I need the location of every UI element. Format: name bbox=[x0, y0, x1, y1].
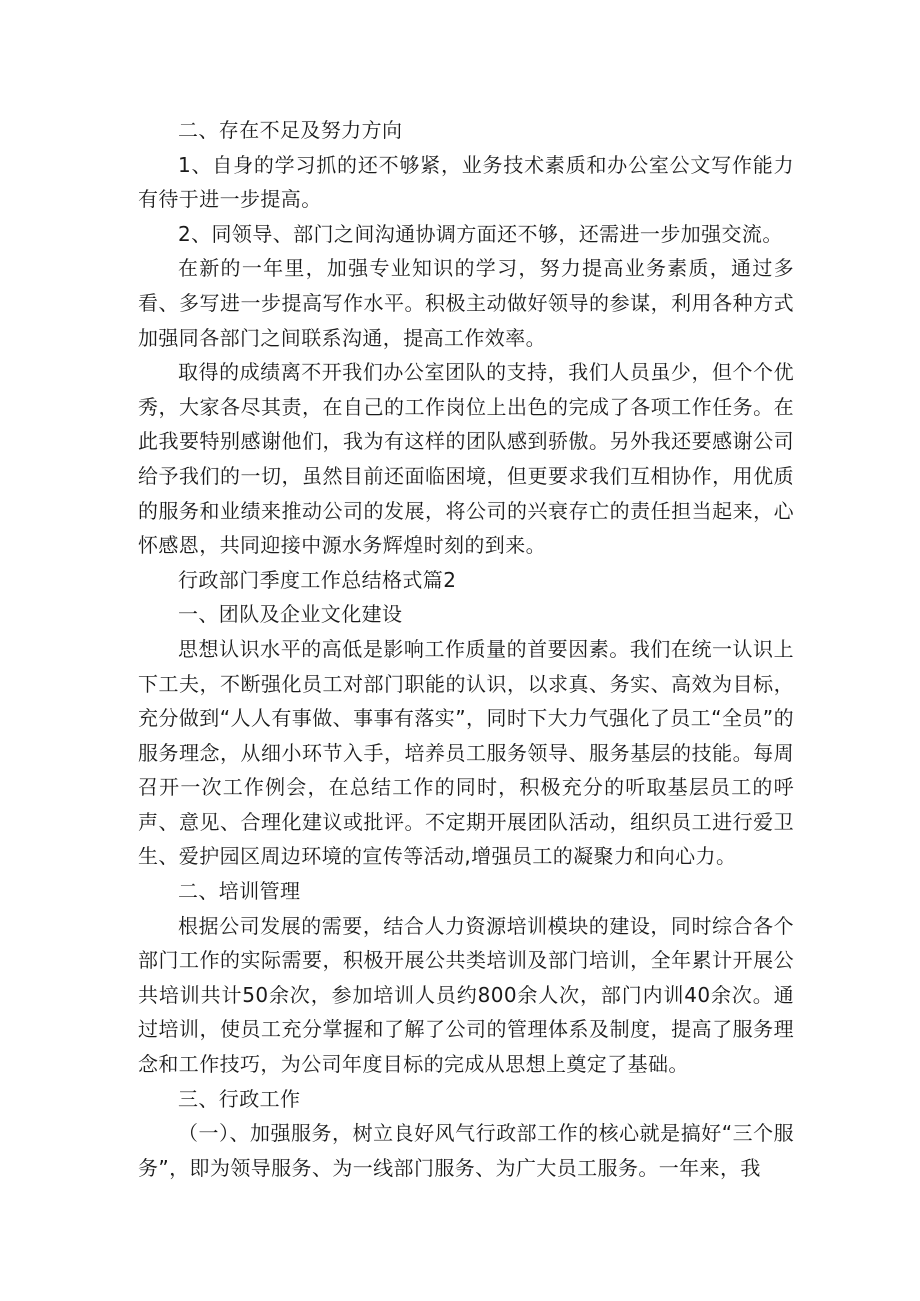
section-heading-shortcomings: 二、存在不足及努力方向 bbox=[178, 118, 403, 142]
section-heading-admin-work: 三、行政工作 bbox=[178, 1086, 301, 1111]
paragraph-training: 根据公司发展的需要，结合人力资源培训模块的建设，同时综合各个部门工作的实际需要，积极开展公共类培训及部门培训，全年累计开展公共培训共计50余次，参加培训人员约800余人次，部门内训40余次。通过培训，使员工充分掌握和了解了公司的管理体系及制度，提高了服务理念和工作技巧，为公司年度目标的完成从思想上奠定了基础。 bbox=[138, 913, 794, 1077]
article-title-part2: 行政部门季度工作总结格式篇2 bbox=[178, 567, 457, 592]
paragraph-item-1: 1、自身的学习抓的还不够紧，业务技术素质和办公室公文写作能力有待于进一步提高。 bbox=[138, 152, 794, 212]
section-heading-training: 二、培训管理 bbox=[178, 879, 301, 904]
document-body bbox=[138, 113, 794, 1185]
paragraph-new-year: 在新的一年里，加强专业知识的学习，努力提高业务素质，通过多看、多写进一步提高写作水平。积极主动做好领导的参谋，利用各种方式加强同各部门之间联系沟通，提高工作效率。 bbox=[138, 256, 794, 350]
paragraph-item-2: 2、同领导、部门之间沟通协调方面还不够，还需进一步加强交流。 bbox=[178, 221, 783, 246]
section-heading-team-culture: 一、团队及企业文化建设 bbox=[178, 602, 403, 627]
paragraph-team-culture: 思想认识水平的高低是影响工作质量的首要因素。我们在统一认识上下工夫，不断强化员工对部门职能的认识，以求真、务实、高效为目标，充分做到“人人有事做、事事有落实”，同时下大力气强化了员工“全员”的服务理念，从细小环节入手，培养员工服务领导、服务基层的技能。每周召开一次工作例会，在总结工作的同时，积极充分的听取基层员工的呼声、意见、合理化建议或批评。不定期开展团队活动，组织员工进行爱卫生、爱护园区周边环境的宣传等活动,增强员工的凝聚力和向心力。 bbox=[138, 636, 794, 869]
paragraph-achievements: 取得的成绩离不开我们办公室团队的支持，我们人员虽少，但个个优秀，大家各尽其责，在自己的工作岗位上出色的完成了各项工作任务。在此我要特别感谢他们，我为有这样的团队感到骄傲。另外我还要感谢公司给予我们的一切，虽然目前还面临困境，但更要求我们互相协作，用优质的服务和业绩来推动公司的发展，将公司的兴衰存亡的责任担当起来，心怀感恩，共同迎接中源水务辉煌时刻的到来。 bbox=[138, 360, 794, 558]
paragraph-admin-service: （一）、加强服务，树立良好风气行政部工作的核心就是搞好“三个服务”，即为领导服务、为一线部门服务、为广大员工服务。一年来，我 bbox=[138, 1121, 794, 1180]
